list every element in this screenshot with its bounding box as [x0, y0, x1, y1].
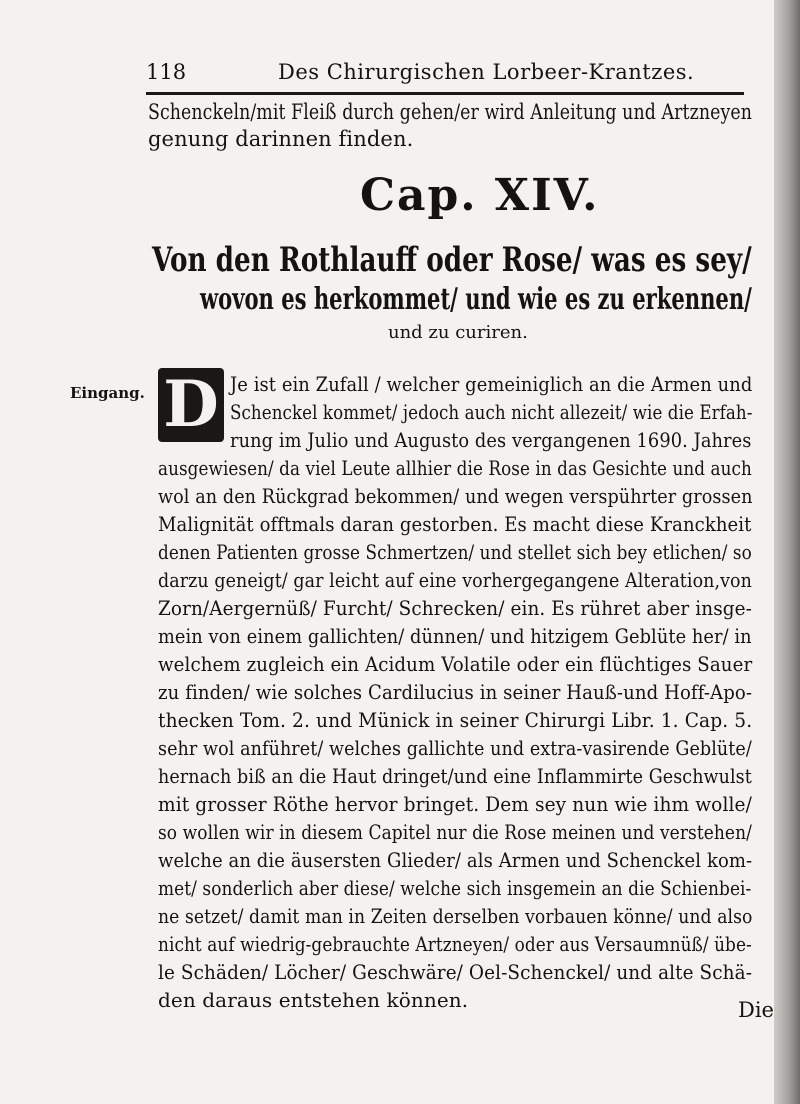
header-rule [146, 92, 744, 95]
body-line: welche an die äusersten Glieder/ als Armen und Schenckel kom- [158, 848, 753, 872]
body-line: Zorn/Aergernüß/ Furcht/ Schrecken/ ein. Es rühret aber insge- [158, 596, 752, 620]
catchword: Die [738, 998, 774, 1022]
body-line: zu finden/ wie solches Cardilucius in seiner Hauß-und Hoff-Apo- [158, 680, 753, 704]
chapter-title-line: Von den Rothlauff oder Rose/ was es sey/ [152, 240, 752, 280]
body-line: mit grosser Röthe hervor bringet. Dem sey nun wie ihm wolle/ [158, 792, 752, 816]
body-line: ausgewiesen/ da viel Leute allhier die Rose in das Gesichte und auch [158, 456, 752, 480]
page-number: 118 [146, 60, 187, 84]
intro-line: genung darinnen finden. [148, 127, 414, 151]
chapter-title-line: wovon es herkommet/ und wie es zu erkennen/ [200, 282, 752, 317]
body-line: welchem zugleich ein Acidum Volatile oder ein flüchtiges Sauer [158, 652, 753, 676]
body-line: thecken Tom. 2. und Münick in seiner Chirurgi Libr. 1. Cap. 5. [158, 708, 753, 732]
body-line: wol an den Rückgrad bekommen/ und wegen verspührter grossen [158, 484, 753, 508]
body-line: rung im Julio und Augusto des vergangenen 1690. Jahres [230, 428, 752, 452]
body-line: met/ sonderlich aber diese/ welche sich insgemein an die Schienbei- [158, 876, 752, 900]
body-line: denen Patienten grosse Schmertzen/ und stellet sich bey etlichen/ so [158, 540, 752, 564]
body-line: Je ist ein Zufall / welcher gemeiniglich an die Armen und [230, 372, 753, 396]
body-line: darzu geneigt/ gar leicht auf eine vorhergegangene Alteration,von [158, 568, 752, 592]
body-line: sehr wol anführet/ welches gallichte und extra-vasirende Geblüte/ [158, 736, 752, 760]
body-line: den daraus entstehen können. [158, 988, 469, 1012]
body-line: so wollen wir in diesem Capitel nur die Rose meinen und verstehen/ [158, 820, 752, 844]
body-line: le Schäden/ Löcher/ Geschwäre/ Oel-Schenckel/ und alte Schä- [158, 960, 753, 984]
running-head [146, 58, 742, 88]
margin-note: Eingang. [70, 384, 145, 402]
body-line: nicht auf wiedrig-gebrauchte Artzneyen/ oder aus Versaumnüß/ übe- [158, 932, 752, 956]
body-line: Malignität offtmals daran gestorben. Es macht diese Kranckheit [158, 512, 752, 536]
body-line: ne setzet/ damit man in Zeiten derselben vorbauen könne/ und also [158, 904, 753, 928]
drop-cap: D [158, 368, 224, 442]
intro-line: Schenckeln/mit Fleiß durch gehen/er wird Anleitung und Artzneyen [148, 100, 752, 124]
chapter-number: Cap. XIV. [360, 170, 600, 221]
body-line: Schenckel kommet/ jedoch auch nicht allezeit/ wie die Erfah- [230, 400, 753, 424]
running-title: Des Chirurgischen Lorbeer-Krantzes. [278, 60, 695, 84]
chapter-title-line: und zu curiren. [388, 322, 528, 343]
body-line: hernach biß an die Haut dringet/und eine Inflammirte Geschwulst [158, 764, 752, 788]
body-line: mein von einem gallichten/ dünnen/ und hitzigem Geblüte her/ in [158, 624, 752, 648]
scan-edge [774, 0, 800, 1104]
